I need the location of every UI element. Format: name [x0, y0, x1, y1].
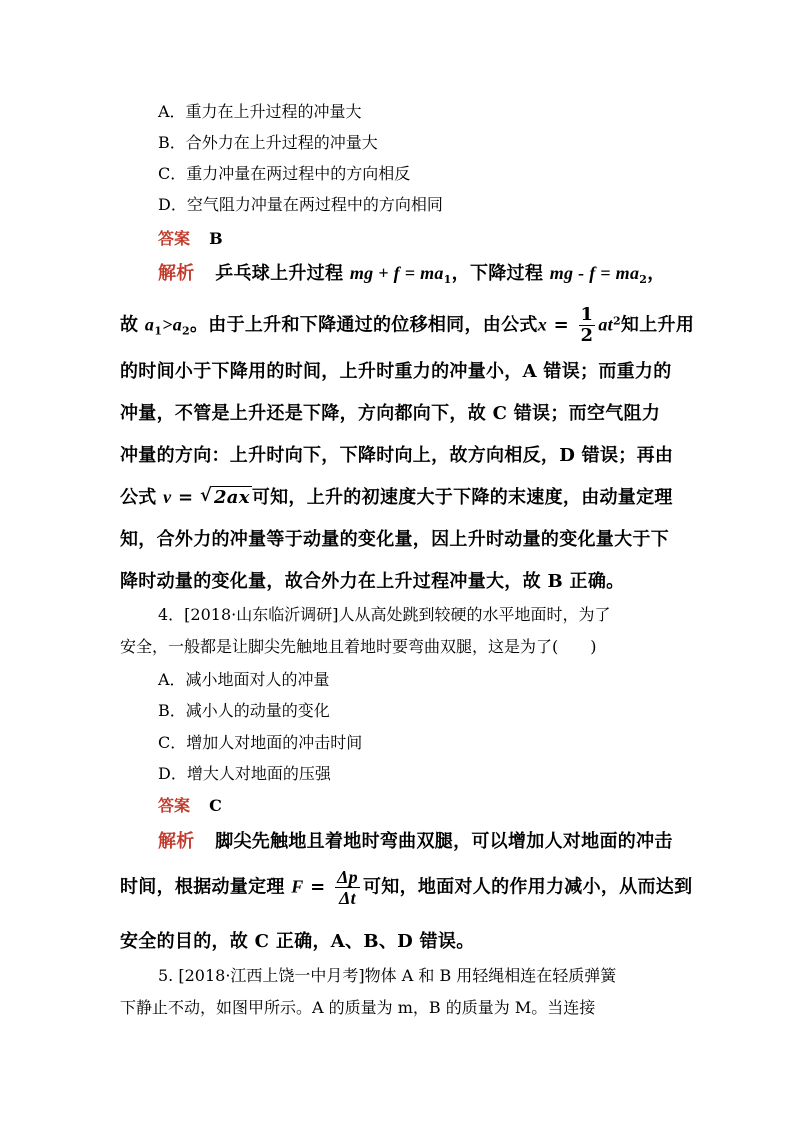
q5-stem-line-1: 5. [2018·江西上饶一中月考]物体 A 和 B 用轻绳相连在轻质弹簧 — [158, 966, 617, 985]
q4-stem-line-2: 安全，一般都是让脚尖先触地且着地时要弯曲双腿，这是为了( ) — [120, 637, 597, 656]
variable: F — [291, 876, 304, 897]
fraction — [579, 306, 596, 345]
q3-option-d: D．空气阻力冲量在两过程中的方向相同 — [158, 195, 443, 214]
analysis-text: 知上升用 — [620, 314, 695, 336]
q4-answer — [158, 793, 222, 816]
q3-analysis-line-1 — [158, 259, 666, 286]
fraction-numerator: Δp — [337, 867, 358, 887]
q3-analysis-line-4: 冲量，不管是上升还是下降，方向都向下，故 C 错误；而空气阻力 — [120, 403, 661, 424]
q4-option-a: A．减小地面对人的冲量 — [158, 670, 330, 689]
q4-option-b: B．减小人的动量的变化 — [158, 701, 330, 720]
q3-answer — [158, 226, 223, 249]
variable: x — [537, 314, 547, 335]
analysis-text: 乒乓球上升过程 — [215, 263, 350, 284]
subscript: 1 — [154, 324, 163, 338]
analysis-text: 故 — [120, 314, 145, 336]
fraction-numerator: 1 — [580, 304, 594, 325]
q3-analysis-line-3: 的时间小于下降用的时间，上升时重力的冲量小，A 错误；而重力的 — [120, 361, 672, 382]
analysis-text: 可知，地面对人的作用力减小，从而达到 — [362, 876, 693, 898]
variable: a — [144, 314, 155, 335]
equals-sign: = — [303, 876, 333, 898]
q3-analysis-line-8: 降时动量的变化量，故合外力在上升过程冲量大，故 B 正确。 — [120, 571, 625, 592]
analysis-text: 。由于上升和下降通过的位移相同，由公式 — [189, 314, 538, 336]
subscript: 1 — [443, 273, 452, 286]
equals-sign: = — [547, 314, 576, 336]
analysis-text: ， — [647, 263, 666, 284]
equals-sign: = — [171, 487, 200, 508]
q4-option-c: C．增加人对地面的冲击时间 — [158, 733, 363, 752]
subscript: 2 — [182, 324, 190, 338]
variable: >a — [162, 314, 183, 335]
q3-option-c: C．重力冲量在两过程中的方向相反 — [158, 164, 411, 183]
q3-analysis-line-5: 冲量的方向：上升时向下，下降时向上，故方向相反，D 错误；再由 — [120, 445, 674, 466]
fraction — [335, 868, 360, 907]
analysis-text: 公式 — [120, 487, 164, 508]
answer-value: B — [209, 229, 223, 248]
analysis-text: 脚尖先触地且着地时弯曲双腿，可以增加人对地面的冲击 — [215, 831, 673, 852]
q3-analysis-line-6 — [120, 483, 673, 509]
equation: mg + f = ma — [349, 263, 444, 283]
q4-analysis-line-1 — [158, 827, 673, 853]
q3-option-b: B．合外力在上升过程的冲量大 — [158, 133, 378, 152]
equation: mg - f = ma — [549, 263, 640, 283]
fraction-denominator: 2 — [580, 325, 594, 346]
variable: v — [163, 487, 172, 507]
q3-option-a: A．重力在上升过程的冲量大 — [158, 102, 362, 121]
fraction-denominator: Δt — [339, 888, 356, 908]
radicand: 2ax — [213, 487, 250, 508]
q5-stem-line-2: 下静止不动，如图甲所示。A 的质量为 m，B 的质量为 M。当连接 — [120, 998, 596, 1017]
answer-label: 答案 — [158, 229, 191, 248]
analysis-text: 时间，根据动量定理 — [120, 876, 292, 898]
analysis-label: 解析 — [158, 263, 195, 284]
analysis-text: ，下降过程 — [451, 263, 550, 284]
radical-icon: √ — [199, 485, 213, 506]
analysis-text: 可知，上升的初速度大于下降的末速度，由动量定理 — [251, 487, 673, 508]
q3-analysis-line-2 — [120, 306, 694, 345]
q4-analysis-line-3: 安全的目的，故 C 正确，A、B、D 错误。 — [120, 931, 475, 952]
variable: at — [598, 314, 613, 335]
q4-analysis-line-2 — [120, 868, 692, 907]
answer-value: C — [209, 796, 222, 815]
square-root — [200, 487, 252, 508]
subscript: 2 — [639, 273, 648, 286]
answer-label: 答案 — [158, 796, 191, 815]
analysis-label: 解析 — [158, 831, 195, 852]
superscript: 2 — [612, 314, 621, 328]
q4-stem-line-1: 4．[2018·山东临沂调研]人从高处跳到较硬的水平地面时，为了 — [158, 605, 611, 624]
q3-analysis-line-7: 知，合外力的冲量等于动量的变化量，因上升时动量的变化量大于下 — [120, 529, 669, 550]
q4-option-d: D．增大人对地面的压强 — [158, 764, 331, 783]
